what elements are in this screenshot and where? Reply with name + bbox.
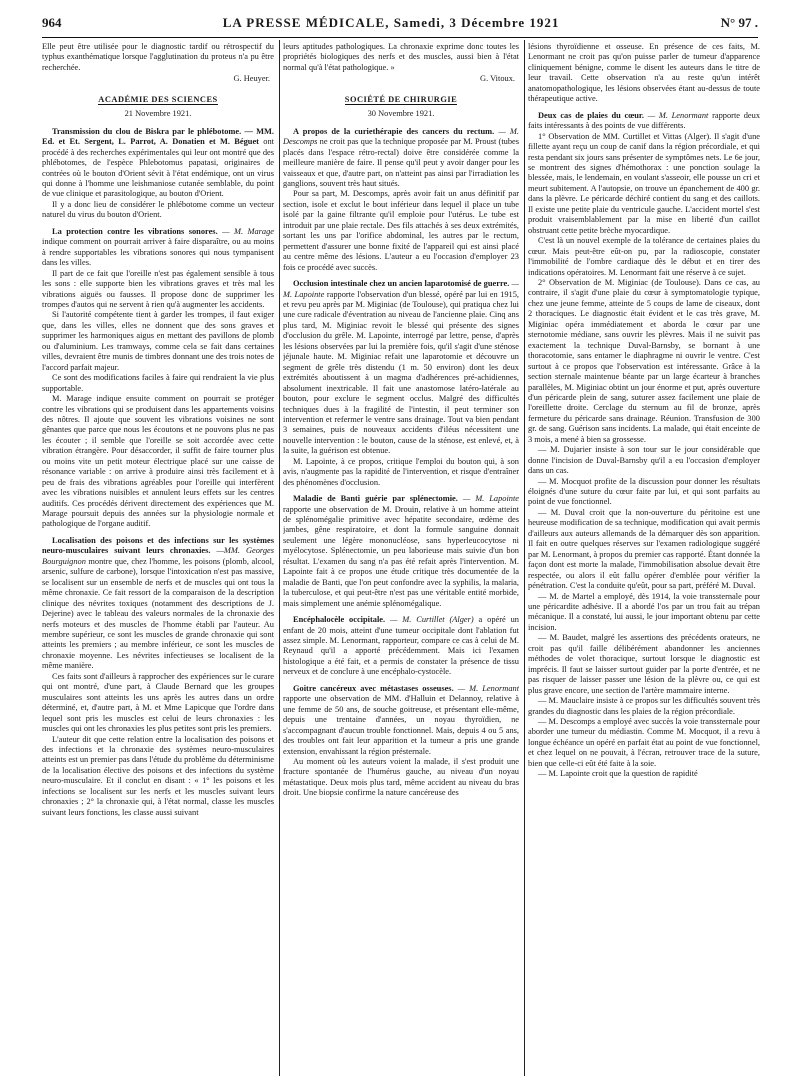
article — [42, 127, 274, 200]
paragraph: Au moment où les auteurs voient la malade, il s'est produit une fracture spontanée de l'humérus gauche, au niveau d'un noyau métastatique. Deux mois plus tard, même accident au niveau du bras droit. Une biopsie confirme la nature cancéreuse des — [283, 757, 519, 798]
article — [283, 127, 519, 190]
article-authors: — MM. Ed. et Et. Sergent, L. Parrot, A. Donatien et M. Béguet — [42, 126, 274, 147]
article-author: — M. Lenormant — [457, 683, 519, 693]
article — [283, 684, 519, 757]
column-1 — [42, 42, 274, 1078]
article-title: Localisation des poisons et des infections sur les systèmes neuro-musculaires suivant leurs chronaxies. — [42, 535, 274, 556]
header-rule — [42, 37, 758, 38]
paragraph: — M. Duval croit que la non-ouverture du péritoine est une heureuse modification de sa technique, modification qui avait permis d'ailleurs aux auteurs allemands de la démarquer dès son apparition. Il fait en outre quelques réserves sur l'examen radiologique suggéré par M. Lenormant, à propos du premier cas rapporté. Étant donnée la façon dont est morte la malade, l'immobilisation absolue devait être respectée, ou alors il eût fallu opérer d'emblée pour vérifier la pénétration. C'est la conduite qu'eût, pour sa part, préféré M. Duval. — [528, 507, 760, 591]
paragraph: M. Marage indique ensuite comment on pourrait se protéger contre les vibrations qui se produisent dans les appartements voisins des nôtres. Il ajoute que souvent les vibrations voisines ne sont gênantes que parce que nous les écoutons et ne pouvons plus ne pas les écouter ; il semble que l'oreille se soit accordée avec cette vibration étrangère. Pour désaccorder, il suffit de faire tourner plus ou moins vite un petit moteur électrique placé sur une caisse de résonance variable : on arrive à produire ainsi très facilement et à peu de frais des vibrations agréables pour l'oreille qui interfèrent avec les vibrations nuisibles et annulent leurs effets sur les centres auditifs. Ces procédés dérivent directement des expériences que M. Marage poursuit depuis des années sur la physiologie normale et pathologique de l'organe auditif. — [42, 394, 274, 529]
article-title: Maladie de Banti guérie par splénectomie. — [293, 494, 458, 504]
article-title: Encéphalocèle occipitale. — [293, 615, 386, 625]
article — [42, 227, 274, 269]
issue-number: N° 97 . — [720, 15, 758, 30]
article-text: a opéré un enfant de 20 mois, atteint d'une tumeur occipitale dont l'ablation fut assez simple. M. Lenormant, rapporteur, compare ce cas à celui de M. Reynaud qu'il a apporté précédemment. Mais ici l'examen histologique a été fait, et a permis de constater la présence de tissu nerveux et de conclure à une encéphalo-cystocèle. — [283, 615, 519, 677]
article-title: Transmission du clou de Biskra par le phlébotome. — [52, 126, 242, 136]
column-2 — [283, 42, 519, 1078]
paragraph: Ces faits sont d'ailleurs à rapprocher des expériences sur le curare qui ont montré, d'une part, à Claude Bernard que les groupes musculaires sont atteints les uns après les autres dans un ordre déterminé, et, d'autre part, à M. et Mme Lapicque que l'ordre dans lequel sont pris les muscles est celui de leurs chronaxies : les muscles qui ont les chronaxies les plus petites sont pris les premiers. — [42, 671, 274, 734]
paragraph: M. Lapointe, à ce propos, critique l'emploi du bouton qui, à son avis, n'augmente pas la rapidité de l'intervention, et risque d'entraîner des phénomènes d'occlusion. — [283, 456, 519, 487]
article-author: — M. Lenormant — [647, 110, 709, 120]
article-title: Occlusion intestinale chez un ancien laparotomisé de guerre. — [293, 279, 510, 289]
article — [283, 279, 519, 457]
article-author: — M. Marage — [222, 226, 274, 236]
paragraph: — M. Lapointe croit que la question de rapidité — [538, 769, 698, 779]
article-title: Goitre cancéreux avec métastases osseuses. — [293, 683, 454, 693]
article-text: ont procédé à des recherches expérimentales qui leur ont montré que des phlébotomes, de l'espèce Phlebotomus papatasi, originaires de contrées où le bouton d'Orient sévit à l'état endémique, ont un virus qui donne à l'homme une leishmaniose cutanée semblable, du point de vue clinique et parasitologique, au bouton d'Orient. — [42, 137, 274, 199]
article-title: La protection contre les vibrations sonores. — [52, 226, 218, 236]
article-title: Deux cas de plaies du cœur. — [538, 110, 644, 120]
section-title: SOCIÉTÉ DE CHIRURGIE — [344, 94, 458, 104]
paragraph: L'auteur dit que cette relation entre la localisation des poisons et des infections et la chronaxie des systèmes neuro-musculaires atteints est un premier pas dans l'étude du problème du déterminisme de la localisation élective des poisons et des infections du système neuro-musculaire. Et il conclut en disant : « 1° les poisons et les infections se localisent sur les nerfs et les muscles suivant leurs chronaxies ; 2° la chronaxie qui, à l'état normal, classe les muscles suivant leurs fonctions, les classe aussi suivant — [42, 734, 274, 817]
column-3 — [528, 42, 760, 1078]
paragraph: — M. Mauclaire insiste à ce propos sur les difficultés souvent très grandes du diagnostic dans les plaies de la région précordiale. — [528, 696, 760, 716]
page-number: 964 — [42, 15, 62, 30]
paragraph: Il y a donc lieu de considérer le phlébotome comme un vecteur naturel du virus du bouton d'Orient. — [42, 199, 274, 220]
paragraph: — M. Dujarier insiste à son tour sur le jour considérable que donne l'incision de Duval-Barnsby qu'il a eu l'occasion d'employer dans un cas. — [528, 445, 760, 476]
section-date: 21 Novembre 1921. — [124, 109, 192, 119]
page-header — [42, 15, 758, 35]
paragraph: lésions thyroïdienne et osseuse. En présence de ces faits, M. Lenormant ne croit pas qu'on puisse parler de tumeur d'apparence cliniquement bénigne, comme le disent les auteurs dans le titre de leur travail. Cette observation n'a au reste qu'un intérêt anatomopathologique, les lésions observées étant au-dessus de toute thérapeutique active. — [528, 42, 760, 104]
article-author: —MM. Georges Bourguignon — [42, 546, 274, 566]
article-text: indique comment on pourrait arriver à faire disparaître, ou au moins à rendre supportables les vibrations sonores qui nous tympanisent dans les villes. — [42, 237, 274, 268]
section-date: 30 Novembre 1921. — [367, 109, 435, 119]
paragraph: Elle peut être utilisée pour le diagnostic tardif ou rétrospectif du typhus exanthématique lorsque l'agglutination du proteus n'a pu être recherchée. — [42, 42, 274, 72]
paragraph: 1° Observation de MM. Curtillet et Vittas (Alger). Il s'agit d'une fillette ayant reçu un coup de canif dans la région précordiale, et qui resta pendant six jours sans présenter de symptômes nets. Le 6e jour, se montrent des signes d'hémothorax : une ponction soulage la blessée, mais, le lendemain, en voulant s'asseoir, elle pousse un cri et meurt subitement. A l'autopsie, on trouve un épanchement de 400 gr. dans la plèvre. Le péricarde déchiré contient du sang et des caillots. Il existe une petite plaie du ventricule gauche. L'accident mortel s'est produit vraisemblablement par la mise en liberté d'un caillot obstruant cette petite brèche myocardique. — [528, 131, 760, 235]
paragraph: leurs aptitudes pathologiques. La chronaxie exprime donc toutes les propriétés biologiques des nerfs et des muscles, aussi bien à l'état normal qu'à l'état pathologique. » — [283, 42, 519, 72]
paragraph: — M. Descomps a employé avec succès la voie transsternale pour aborder une tumeur du médiastin. Comme M. Mocquot, il a revu à longue échéance un opéré en parfait état au point de vue fonctionnel, et chez lequel on ne pouvait, à l'écran, retrouver trace de la suture, bien que celle-ci eût été faite à la soie. — [528, 717, 760, 768]
paragraph: Ce sont des modifications faciles à faire qui rendraient la vie plus supportable. — [42, 373, 274, 393]
signature: G. Heuyer. — [233, 74, 270, 84]
article-text: rapporte une observation de MM. d'Halluin et Delannoy, relative à une femme de 50 ans, de souche goitreuse, et présentant elle-même, depuis une trentaine d'années, un noyau thyroïdien, ne s'accompagnant d'aucun trouble fonctionnel. Mais, depuis 4 ou 5 ans, des troubles ont fait leur apparition et la tumeur a pris une grande extension, envahissant la région présternale. — [283, 694, 519, 756]
article-text: ne croit pas que la technique proposée par M. Proust (tubes placés dans l'espace rétro-rectal) doive être considérée comme la meilleure manière de faire. Il pense qu'il peut y avoir danger pour les vaisseaux et que, d'autre part, on n'atteint pas ainsi par l'irradiation les ganglions, souvent très haut situés. — [283, 137, 519, 188]
article-text: rapporte une observation de M. Drouin, relative à un homme atteint de splénomégalie primitive avec hépatite secondaire, œdème des jambes, gêne respiratoire, et dont la formule sanguine donnait seulement une légère mononucléose, sans hyperleucocytose ni myélocytose. Splénectomie, un peu laborieuse mais suivie d'un bon résultat. L'examen du sang n'a pas été refait après l'intervention. M. Lapointe fait à ce propos une étude critique très documentée de la maladie de Banti, que l'on peut confondre avec la syphilis, la malaria, la tuberculose, et qui peut-être n'est pas une véritable entité morbide, mais simplement une anémie splénomégalique. — [283, 504, 519, 608]
paragraph: Pour sa part, M. Descomps, après avoir fait un anus définitif par section, isole et exclut le bout inférieur dans lequel il place un tube isolé par la gaine filtrante qu'il emploie pour l'utérus. Le tube est introduit par une plaie rectale. Des fils attachés à ses deux extrémités, sortant les uns par l'orifice abdominal, les autres par le rectum, permettent d'assurer une bonne fixité de l'appareil qui est ainsi placé au centre même des lésions. L'auteur a eu l'occasion d'employer 23 fois ce procédé avec succès. — [283, 189, 519, 272]
column-divider — [524, 40, 525, 1076]
article — [528, 111, 760, 132]
article-author: — M. Curtillet (Alger) — [389, 615, 474, 625]
article-author: — M. Lapointe — [462, 494, 519, 504]
article — [283, 494, 519, 609]
paragraph: — M. Mocquot profite de la discussion pour donner les résultats éloignés d'une suture du cœur faite par lui, et qui sont parfaits au point de vue fonctionnel. — [528, 476, 760, 507]
paragraph: C'est là un nouvel exemple de la tolérance de certaines plaies du cœur. Mais peut-être eût-on pu, par la radioscopie, constater l'immobilité de l'ombre cardiaque dès le début et en tirer des indications opératoires. M. Lenormant fait une réserve à ce sujet. — [528, 236, 760, 277]
paragraph: 2° Observation de M. Miginiac (de Toulouse). Dans ce cas, au contraire, il s'agit d'une plaie du cœur à symptomatologie typique, chez une jeune femme, atteinte de 5 coups de lame de ciseaux, dont 2 thoraciques. Le diagnostic était évident et le cas très grave, M. Miginiac opéra immédiatement et aborda le cœur par une sternotomie médiane, sans ouvrir les plèvres. Mais il ne suivit pas exactement la technique Duval-Barnsby, se bornant à une thoracotomie, sans entamer le diaphragme ni ouvrir le ventre. C'est surtout à ce propos que l'observation est intéressante. Grâce à la section sternale maintenue béante par un large écarteur à branches parallèles, M. Miginiac obtint un jour énorme et put, après ouverture d'un péricarde plein de sang, suturer assez facilement une plaie de l'oreillette droite. Cerclage du sternum au fil de bronze, après fermeture du péricarde sans drainage. Réunion. Transfusion de 300 gr. de sang. Guérison sans incidents. La malade, qui était enceinte de 3 mois, a mené à bien sa grossesse. — [528, 277, 760, 444]
paragraph: — M. de Martel a employé, dès 1914, la voie transsternale pour une péricardite adhésive. Il a abordé l'os par un trou fait au trépan mécanique. Il a constaté, lui aussi, le jour important obtenu par cette incision. — [528, 591, 760, 632]
article — [283, 615, 519, 678]
article-text: montre que, chez l'homme, les poisons (plomb, alcool, arsenic, sulfure de carbone), lorsque l'intoxication n'est pas massive, se localisent sur un ensemble de nerfs et de muscles qui ont tous la même chronaxie. Ce fait ressort de la comparaison de la description clinique des névrites toxiques (notamment des descriptions de J. Dejerine) avec le tableau des valeurs normales de la chronaxie des nerfs moteurs et des muscles de l'homme établi par l'auteur. Au membre supérieur, ce sont les muscles de grande chronaxie qui sont atteints les premiers ; au membre inférieur, ce sont les muscles de chronaxie moyenne. Les névrites infectieuses se localisent de la même manière. — [42, 556, 274, 671]
signature: G. Vitoux. — [480, 74, 515, 84]
article-text: rapporte deux faits intéressants à des points de vue différents. — [528, 110, 760, 131]
paragraph: Si l'autorité compétente tient à garder les trompes, il faut exiger que, dans les villes, elles ne donnent que des sons graves et supprimer les harmoniques aigus en mettant des pavillons de plomb ou d'aluminium. Les tramways, comme cela se fait dans certaines villes, devraient être munis de timbres donnant une des trois notes de l'accord parfait majeur. — [42, 310, 274, 372]
paragraph: Il part de ce fait que l'oreille n'est pas également sensible à tous les sons : elle supporte bien les vibrations graves et très mal les vibrations aiguës ou fausses. Il propose donc de supprimer les trompes d'autos qui ne servent à rien qu'à augmenter les accidents. — [42, 268, 274, 309]
article — [42, 536, 274, 672]
section-title: ACADÉMIE DES SCIENCES — [98, 94, 218, 104]
article-text: rapporte l'observation d'un blessé, opéré par lui en 1915, et revu peu après par M. Miginiac (de Toulouse), qui pratiqua chez lui une cure radicale d'éventration au niveau de l'ancienne plaie. Cinq ans plus tard, M. Miginiac revoit le blessé qui présente des signes d'occlusion du grêle. M. Lapointe, interrogé par lettre, pense, d'après les lésions observées par lui la première fois, qu'il s'agit d'une sténose jéjunale haute. M. Miginiac refait une laparotomie et découvre un segment de grêle très distendu (1 m. 50 environ) dont les deux extrémités aboutissent à un magma d'adhérences pré-achidiennes, absolument inextricable. Il fait une anastomose latéro-latérale au bouton, pour exclure le segment occlus. Malgré des difficultés techniques dues à la fragilité de l'intestin, il peut terminer son intervention et refermer le ventre sans drainage. Tout va bien pendant 3 semaines, puis de nouveaux accidents d'iléus nécessitent une nouvelle intervention : le bouton, cause de la sténose, est enlevé, et, à la suite, la guérison est obtenue. — [283, 289, 519, 456]
article-author: — M. Lapointe — [283, 279, 519, 299]
article-title: A propos de la curiethérapie des cancers du rectum. — [293, 126, 495, 136]
paragraph: — M. Baudet, malgré les assertions des précédents orateurs, ne croit pas qu'il faille délibérément abandonner les anciennes méthodes de volet thoracique, surtout lorsque le diagnostic est imprécis. Il faut se laisser surtout guider par la porte d'entrée, et ne pas risquer de laisser passer une lésion de la plèvre ou, ce qui est plus grave encore, une section de l'artère mammaire interne. — [528, 633, 760, 695]
column-divider — [279, 40, 280, 1076]
journal-title: LA PRESSE MÉDICALE, Samedi, 3 Décembre 1921 — [222, 15, 560, 30]
article-author: — M. Descomps — [283, 126, 519, 147]
